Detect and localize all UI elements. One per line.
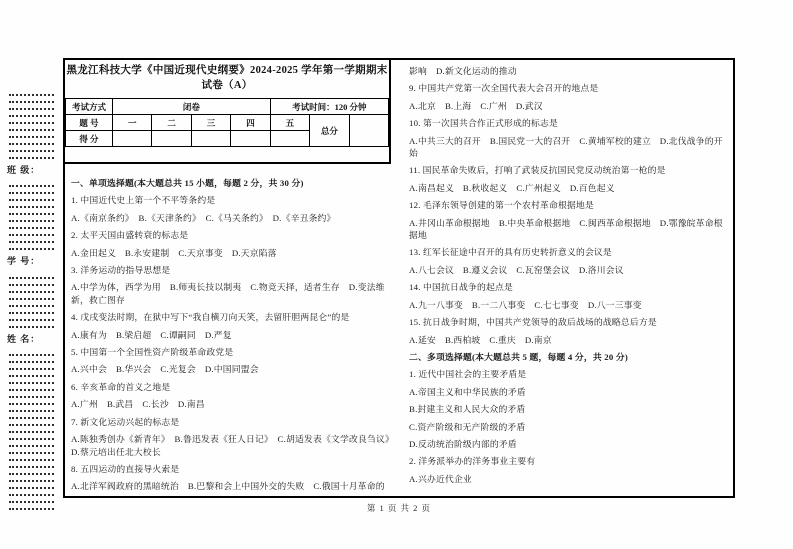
row-number-label-cell: 题 号 — [66, 115, 113, 131]
question-line: 2. 太平天国由盛转衰的标志是 — [71, 230, 189, 241]
page-title-line2: 试卷（A） — [201, 80, 253, 91]
seal-dotted-group-3 — [0, 275, 63, 328]
total-score-value-cell — [349, 115, 388, 147]
question-line: A.中学为体，西学为用 B.师夷长技以制夷 C.物竞天择，适者生存 D.变法维新，救亡图存 — [71, 282, 385, 305]
question-line: A.南昌起义 B.秋收起义 C.广州起义 D.百色起义 — [409, 182, 615, 193]
question-line: 6. 辛亥革命的首义之地是 — [71, 381, 171, 392]
question-line: A.九一八事变 B.一二八事变 C.七七事变 D.八一三事变 — [409, 299, 642, 310]
score-cell-4 — [231, 131, 270, 147]
question-line: 1. 近代中国社会的主要矛盾是 — [409, 369, 527, 380]
question-line: A.康有为 B.梁启超 C.谭嗣同 D.严复 — [71, 329, 232, 340]
score-cell-3 — [191, 131, 230, 147]
col-header-2: 二 — [152, 115, 191, 131]
question-line: A.金田起义 B.永安建制 C.天京事变 D.天京陷落 — [71, 247, 277, 258]
content-frame — [63, 58, 735, 498]
col-header-4: 四 — [231, 115, 270, 131]
exam-time-cell: 考试时间：120 分钟 — [270, 99, 388, 115]
question-line: A.《南京条约》 B.《天津条约》 C.《马关条约》 D.《辛丑条约》 — [71, 212, 336, 223]
question-line: 4. 戊戌变法时期，在狱中写下“我自横刀向天笑，去留肝胆两昆仑”的是 — [71, 312, 350, 323]
score-cell-1 — [113, 131, 152, 147]
page-number-footer: 第 1 页 共 2 页 — [366, 503, 432, 513]
question-line: 3. 洋务运动的指导思想是 — [71, 265, 171, 276]
question-line: A.八七会议 B.遵义会议 C.瓦窑堡会议 D.洛川会议 — [409, 264, 624, 275]
question-line: 影响 D.新文化运动的推动 — [409, 66, 517, 76]
question-line: 13. 红军长征途中召开的具有历史转折意义的会议是 — [409, 247, 612, 258]
seal-dotted-group-1 — [0, 92, 63, 159]
page-title — [65, 60, 389, 98]
question-line: 12. 毛泽东领导创建的第一个农村革命根据地是 — [409, 200, 594, 211]
questions-left-column — [71, 177, 399, 498]
exam-method-label-cell: 考试方式 — [66, 99, 113, 115]
question-line: 一、单项选择题(本大题总共 15 小题，每题 2 分，共 30 分) — [71, 178, 304, 188]
score-cell-2 — [152, 131, 191, 147]
page-title-line1: 黑龙江科技大学《中国近现代史纲要》2024-2025 学年第一学期期末 — [66, 65, 388, 76]
col-header-1: 一 — [113, 115, 152, 131]
question-line: 10. 第一次国共合作正式形成的标志是 — [409, 118, 558, 129]
question-line: 1. 中国近代史上第一个不平等条约是 — [71, 195, 216, 206]
seal-dotted-group-2 — [0, 184, 63, 251]
question-line: 8. 五四运动的直接导火索是 — [71, 463, 180, 474]
questions-right-column — [409, 65, 731, 490]
exam-info-table — [65, 98, 389, 147]
exam-method-row — [66, 99, 389, 115]
question-line: A.帝国主义和中华民族的矛盾 — [409, 386, 526, 397]
question-line: 11. 国民革命失败后，打响了武装反抗国民党反动统治第一枪的是 — [409, 165, 666, 176]
name-label: 姓 名： — [7, 333, 41, 344]
question-number-row — [66, 115, 389, 131]
seal-dotted-group-4 — [0, 353, 63, 511]
question-line: 14. 中国抗日战争的起点是 — [409, 282, 513, 293]
total-score-label-cell: 总分 — [310, 115, 349, 147]
question-line: A.广州 B.武昌 C.长沙 D.南昌 — [71, 399, 205, 410]
question-line: 7. 新文化运动兴起的标志是 — [71, 416, 180, 427]
question-line: D.反动统治阶级内部的矛盾 — [409, 438, 517, 449]
col-header-3: 三 — [191, 115, 230, 131]
question-line: 2. 洋务派举办的洋务事业主要有 — [409, 456, 536, 467]
question-line: A.延安 B.西柏坡 C.重庆 D.南京 — [409, 334, 552, 345]
exam-method-value-cell: 闭卷 — [113, 99, 271, 115]
score-label-cell: 得 分 — [66, 131, 113, 147]
question-line: A.北洋军阀政府的黑暗统治 B.巴黎和会上中国外交的失败 C.俄国十月革命的 — [71, 481, 385, 492]
question-line: 二、多项选择题(本大题总共 5 题，每题 4 分，共 20 分) — [409, 351, 628, 362]
question-line: A.北京 B.上海 C.广州 D.武汉 — [409, 100, 543, 111]
question-line: 15. 抗日战争时期，中国共产党领导的敌后战场的战略总后方是 — [409, 317, 657, 328]
header-box — [65, 60, 391, 164]
class-label: 班 级： — [7, 164, 41, 175]
question-line: A.井冈山革命根据地 B.中央革命根据地 C.闽西革命根据地 D.鄂豫皖革命根据地 — [409, 217, 723, 241]
question-line: A.陈独秀创办《新青年》 B.鲁迅发表《狂人日记》 C.胡适发表《文学改良刍议》 D.蔡元培出任北大校长 — [71, 434, 399, 457]
question-line: A.中共三大的召开 B.国民党一大的召开 C.黄埔军校的建立 D.北伐战争的开始 — [409, 135, 723, 159]
question-line: B.封建主义和人民大众的矛盾 — [409, 404, 526, 415]
col-header-5: 五 — [270, 115, 309, 131]
question-line: A.兴中会 B.华兴会 C.光复会 D.中国同盟会 — [71, 364, 259, 375]
question-line: C.资产阶级和无产阶级的矛盾 — [409, 421, 526, 432]
seal-margin — [0, 0, 63, 549]
question-line: 9. 中国共产党第一次全国代表大会召开的地点是 — [409, 83, 599, 94]
question-line: A.兴办近代企业 — [409, 473, 472, 484]
question-line: 5. 中国第一个全国性资产阶级革命政党是 — [71, 347, 234, 358]
student-id-label: 学 号： — [7, 256, 41, 266]
score-cell-5 — [270, 131, 309, 147]
